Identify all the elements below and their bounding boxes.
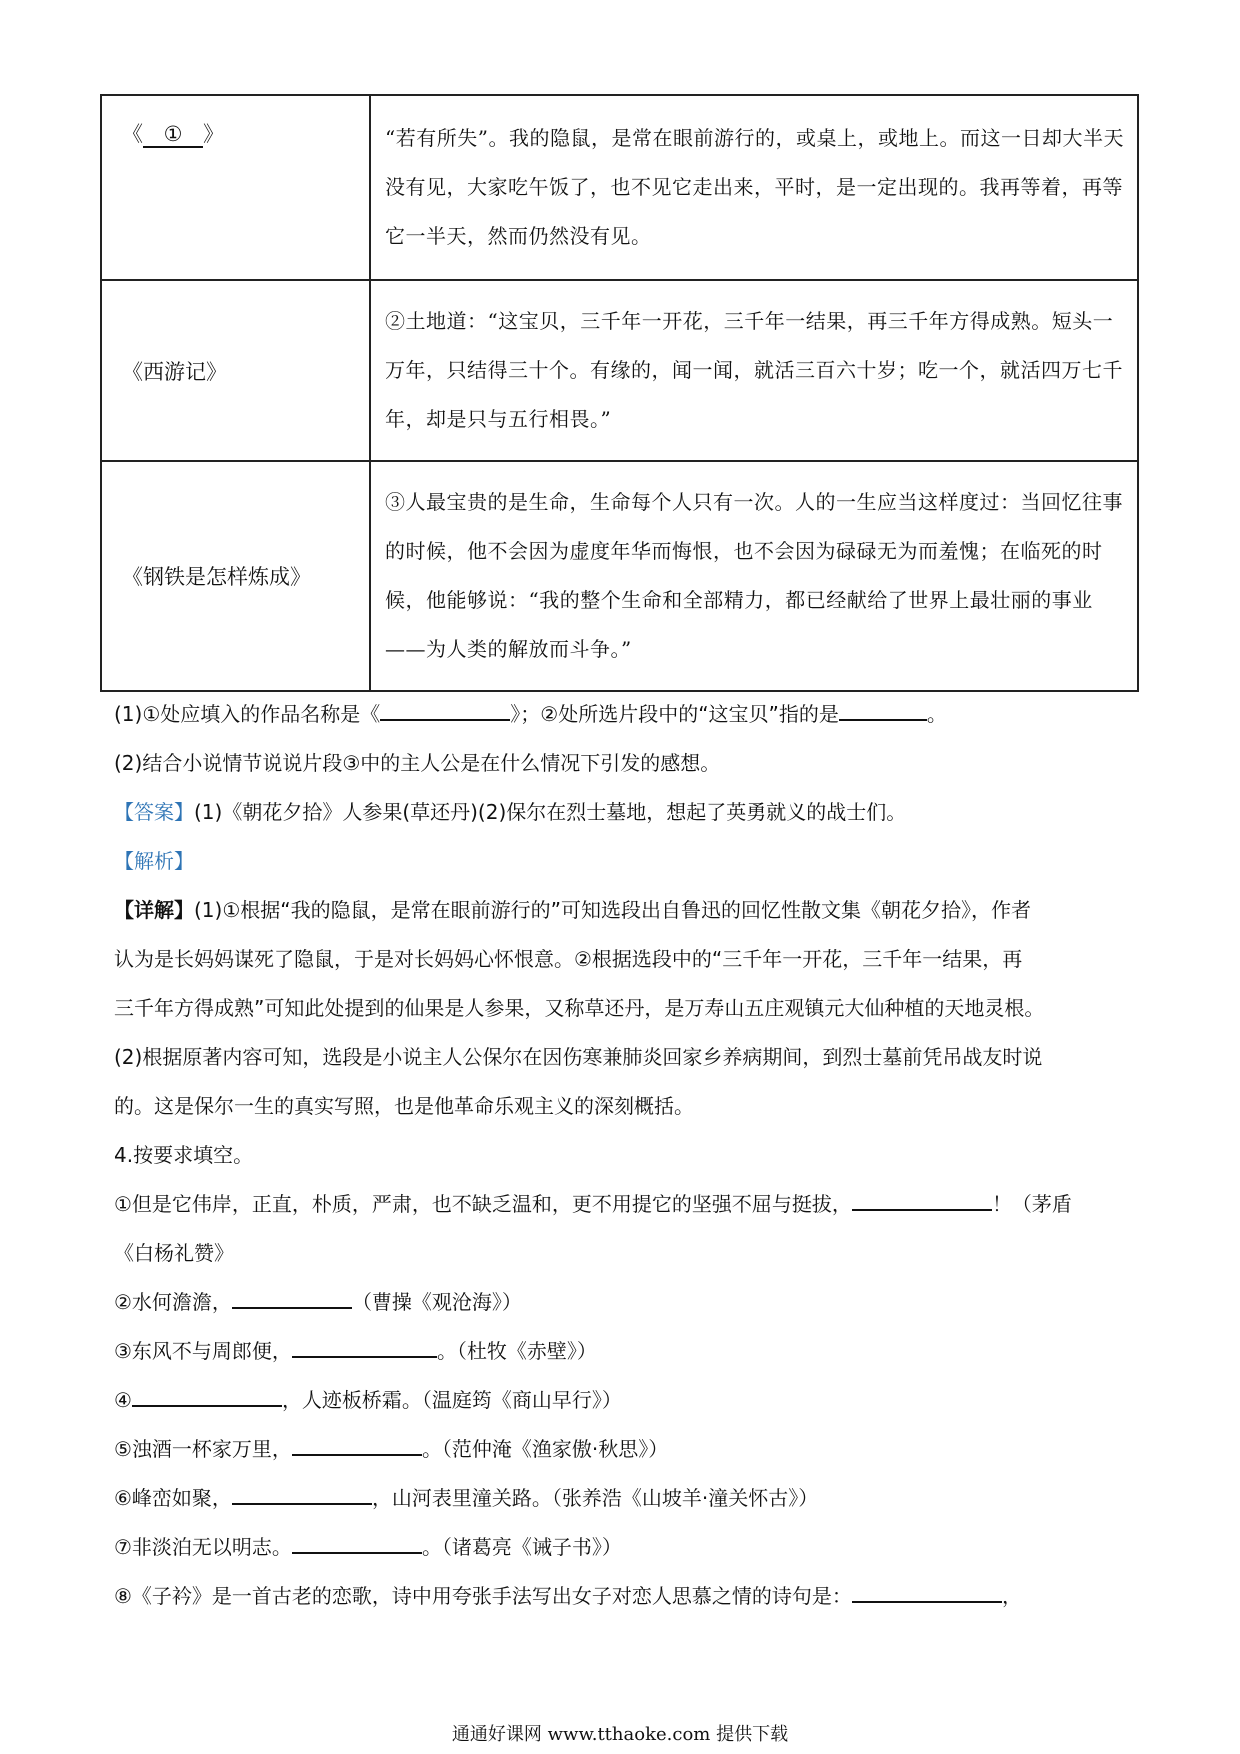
answer-blank[interactable] <box>839 718 927 721</box>
document-body <box>114 690 1144 1621</box>
fill-item <box>114 1572 1144 1621</box>
answer-blank[interactable] <box>292 1551 422 1554</box>
question-1 <box>114 690 1144 739</box>
book-title-cell: 《西游记》 <box>101 280 370 461</box>
fill-item <box>114 1523 1144 1572</box>
fill-item-text: ⑤浊酒一杯家万里， <box>114 1437 292 1461</box>
analysis-line: 三千年方得成熟”可知此处提到的仙果是人参果，又称草还丹，是万寿山五庄观镇元大仙种植的天地灵根。 <box>114 996 1045 1020</box>
fill-item <box>114 1474 1144 1523</box>
answer-text: (1)《朝花夕拾》人参果(草还丹)(2)保尔在烈士墓地，想起了英勇就义的战士们。 <box>194 800 907 824</box>
analysis-line: 的。这是保尔一生的真实写照，也是他革命乐观主义的深刻概括。 <box>114 1094 694 1118</box>
answer-tag: 【答案】 <box>114 800 194 824</box>
book-title-blank: ① <box>143 122 203 148</box>
answer-blank[interactable] <box>852 1208 992 1211</box>
detail-tag: 【详解】 <box>114 898 194 922</box>
fill-item <box>114 1278 1144 1327</box>
fill-item-continued: 《白杨礼赞》 <box>114 1241 234 1265</box>
fill-item-text: ④ <box>114 1388 132 1412</box>
analysis-line <box>114 886 1144 935</box>
fill-item-text: ⑦非淡泊无以明志。 <box>114 1535 292 1559</box>
fill-item <box>114 1376 1144 1425</box>
answer-blank[interactable] <box>292 1355 437 1358</box>
page-footer: 通通好课网 www.tthaoke.com 提供下载 <box>451 1724 789 1745</box>
table-row <box>101 95 1138 280</box>
fill-item-text: ③东风不与周郎便， <box>114 1339 292 1363</box>
fill-item-text: ①但是它伟岸，正直，朴质，严肃，也不缺乏温和，更不用提它的坚强不屈与挺拔， <box>114 1192 852 1216</box>
table-row <box>101 461 1138 691</box>
answer-blank[interactable] <box>852 1600 1002 1603</box>
analysis-line: 认为是长妈妈谋死了隐鼠，于是对长妈妈心怀恨意。②根据选段中的“三千年一开花，三千年一结果，再 <box>114 947 1023 971</box>
question-1-part-c: 。 <box>926 702 947 726</box>
quote-cell: “若有所失”。我的隐鼠，是常在眼前游行的，或桌上，或地上。而这一日却大半天没有见，大家吃午饭了，也不见它走出来，平时，是一定出现的。我再等着，再等它一半天，然而仍然没有见。 <box>370 95 1138 280</box>
fill-item-source: ，人迹板桥霜。（温庭筠《商山早行》） <box>281 1388 622 1412</box>
fill-item-text: ②水何澹澹， <box>114 1290 232 1314</box>
fill-item-source: 。（诸葛亮《诫子书》） <box>421 1535 622 1559</box>
fill-item-source: （曹操《观沧海》） <box>351 1290 522 1314</box>
fill-item-text: ⑧《子衿》是一首古老的恋歌，诗中用夸张手法写出女子对恋人思慕之情的诗句是： <box>114 1584 852 1608</box>
fill-item-source: ， <box>1001 1584 1022 1608</box>
quote-cell: ③人最宝贵的是生命，生命每个人只有一次。人的一生应当这样度过：当回忆往事的时候，他不会因为虚度年华而悔恨，也不会因为碌碌无为而羞愧；在临死的时候，他能够说：“我的整个生命和全部精力，都已经献给了世界上最壮丽的事业——为人类的解放而斗争。” <box>370 461 1138 691</box>
analysis-heading <box>114 837 1144 886</box>
quote-cell: ②土地道：“这宝贝，三千年一开花，三千年一结果，再三千年方得成熟。短头一万年，只结得三十个。有缘的，闻一闻，就活三百六十岁；吃一个，就活四万七千年，却是只与五行相畏。” <box>370 280 1138 461</box>
fill-item-source: ！（茅盾 <box>991 1192 1072 1216</box>
fill-item-source: ，山河表里潼关路。（张养浩《山坡羊·潼关怀古》） <box>371 1486 819 1510</box>
fill-item <box>114 1425 1144 1474</box>
answer-blank[interactable] <box>132 1404 282 1407</box>
table-row <box>101 280 1138 461</box>
question-1-part-a: (1)①处应填入的作品名称是《 <box>114 702 381 726</box>
book-title-cell: 《钢铁是怎样炼成》 <box>101 461 370 691</box>
book-close-bracket: 》 <box>203 122 224 146</box>
answer-blank[interactable] <box>232 1502 372 1505</box>
book-open-bracket: 《 <box>122 122 143 146</box>
answer-blank[interactable] <box>232 1306 352 1309</box>
quote-table <box>100 94 1139 692</box>
fill-item-source: 。（范仲淹《渔家傲·秋思》） <box>421 1437 669 1461</box>
answer-blank[interactable] <box>380 718 510 721</box>
question-2: (2)结合小说情节说说片段③中的主人公是在什么情况下引发的感想。 <box>114 751 721 775</box>
fill-item <box>114 1180 1144 1229</box>
question-1-part-b: 》；②处所选片段中的“这宝贝”指的是 <box>510 702 839 726</box>
fill-item <box>114 1327 1144 1376</box>
fill-item-source: 。（杜牧《赤壁》） <box>436 1339 597 1363</box>
analysis-line: (2)根据原著内容可知，选段是小说主人公保尔在因伤寒兼肺炎回家乡养病期间，到烈士墓前凭吊战友时说 <box>114 1045 1043 1069</box>
book-title-cell <box>101 95 370 280</box>
answer-blank[interactable] <box>292 1453 422 1456</box>
analysis-tag: 【解析】 <box>114 849 194 873</box>
fill-item-text: ⑥峰峦如聚， <box>114 1486 232 1510</box>
answer-line <box>114 788 1144 837</box>
analysis-text: (1)①根据“我的隐鼠，是常在眼前游行的”可知选段出自鲁迅的回忆性散文集《朝花夕拾》，作者 <box>194 898 1031 922</box>
section-4-title: 4.按要求填空。 <box>114 1143 254 1167</box>
